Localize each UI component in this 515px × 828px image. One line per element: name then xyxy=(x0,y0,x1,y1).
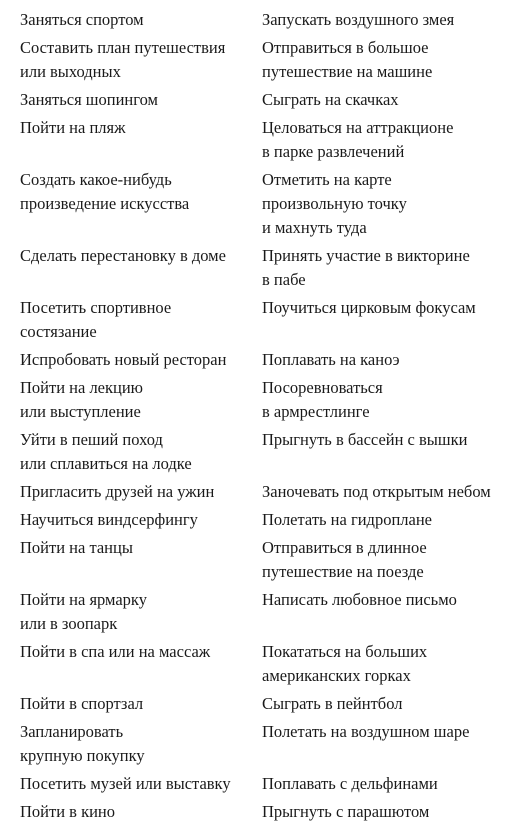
activity-left: Испробовать новый ресторан xyxy=(20,350,227,369)
activity-right: Написать любовное письмо xyxy=(262,590,457,609)
activity-right: Поплавать на каноэ xyxy=(262,350,400,369)
activity-right: Посоревноваться в армрестлинге xyxy=(262,378,383,421)
table-row xyxy=(20,348,510,376)
activity-left: Уйти в пеший поход или сплавиться на лодке xyxy=(20,430,192,473)
activity-right: Прыгнуть в бассейн с вышки xyxy=(262,430,468,449)
activity-left: Пойти на танцы xyxy=(20,538,133,557)
activity-left: Сделать перестановку в доме xyxy=(20,246,226,265)
activity-left: Запланировать крупную покупку xyxy=(20,722,145,765)
activity-right: Отправиться в длинное путешествие на поезде xyxy=(262,538,427,581)
activity-right: Сыграть на скачках xyxy=(262,90,399,109)
activity-right: Заночевать под открытым небом xyxy=(262,482,491,501)
table-row xyxy=(20,244,510,296)
activity-right: Поучиться цирковым фокусам xyxy=(262,298,476,317)
table-row xyxy=(20,588,510,640)
activity-right: Поплавать с дельфинами xyxy=(262,774,438,793)
activity-right: Прыгнуть с парашютом xyxy=(262,802,430,821)
activity-left: Посетить спортивное состязание xyxy=(20,298,172,341)
table-row xyxy=(20,428,510,480)
table-row xyxy=(20,800,510,828)
activity-right: Сыграть в пейнтбол xyxy=(262,694,403,713)
table-row xyxy=(20,36,510,88)
table-row xyxy=(20,8,510,36)
activity-left: Пойти на лекцию или выступление xyxy=(20,378,144,421)
activity-right: Полетать на гидроплане xyxy=(262,510,432,529)
activity-left: Пойти в спа или на массаж xyxy=(20,642,211,661)
table-row xyxy=(20,692,510,720)
activity-left: Пригласить друзей на ужин xyxy=(20,482,215,501)
activity-left: Пойти в кино xyxy=(20,802,116,821)
activity-left: Заняться спортом xyxy=(20,10,144,29)
activity-left: Пойти на ярмарку или в зоопарк xyxy=(20,590,147,633)
activity-right: Запускать воздушного змея xyxy=(262,10,455,29)
activity-left: Составить план путешествия или выходных xyxy=(20,38,226,81)
activity-right: Целоваться на аттракционе в парке развлечений xyxy=(262,118,454,161)
activity-left: Создать какое-нибудь произведение искусства xyxy=(20,170,190,213)
activity-left: Научиться виндсерфингу xyxy=(20,510,198,529)
activity-right: Отправиться в большое путешествие на машине xyxy=(262,38,433,81)
table-row xyxy=(20,88,510,116)
activity-left: Заняться шопингом xyxy=(20,90,158,109)
table-row xyxy=(20,640,510,692)
table-row xyxy=(20,508,510,536)
activity-right: Покататься на больших американских горках xyxy=(262,642,428,685)
table-row xyxy=(20,168,510,244)
activity-right: Принять участие в викторине в пабе xyxy=(262,246,470,289)
table-row xyxy=(20,536,510,588)
activity-right: Отметить на карте произвольную точку и махнуть туда xyxy=(262,170,407,237)
table-row xyxy=(20,116,510,168)
table-row xyxy=(20,772,510,800)
activity-right: Полетать на воздушном шаре xyxy=(262,722,470,741)
activity-left: Пойти на пляж xyxy=(20,118,126,137)
table-row xyxy=(20,296,510,348)
table-row xyxy=(20,376,510,428)
activity-left: Пойти в спортзал xyxy=(20,694,144,713)
activity-table xyxy=(20,8,510,828)
table-row xyxy=(20,480,510,508)
activity-left: Посетить музей или выставку xyxy=(20,774,231,793)
table-row xyxy=(20,720,510,772)
